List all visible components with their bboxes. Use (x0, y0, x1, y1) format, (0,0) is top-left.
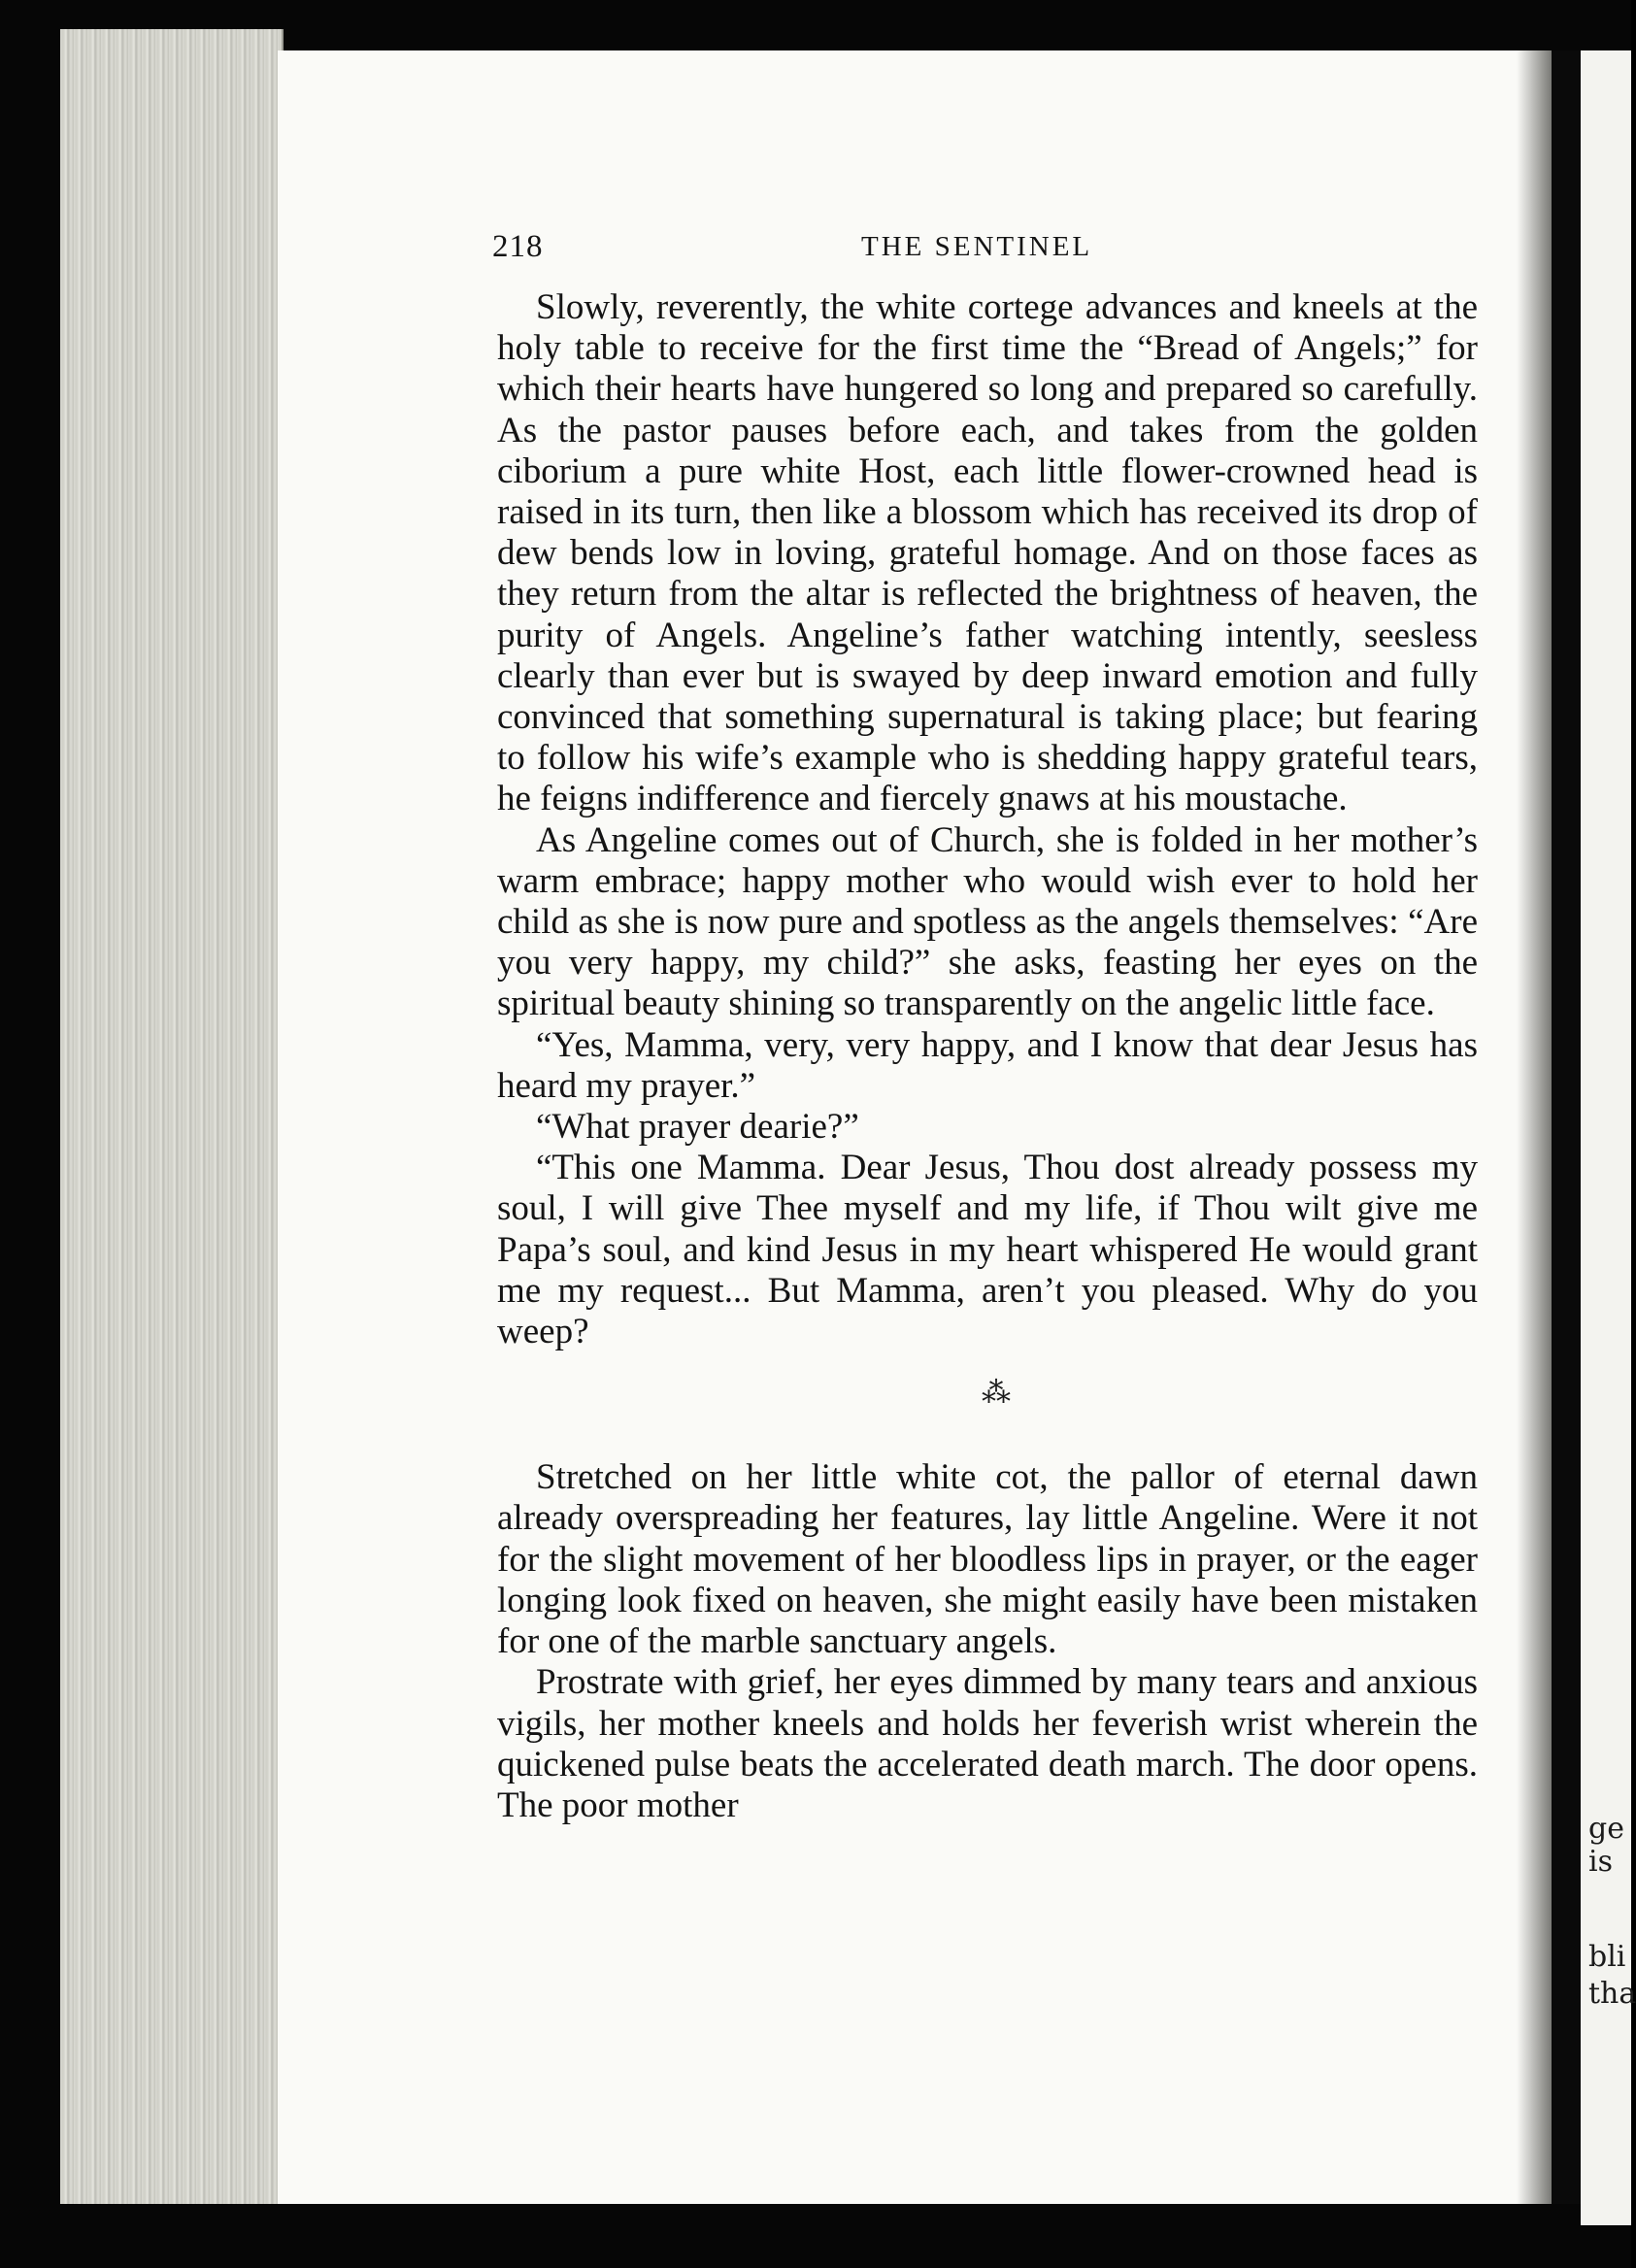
page-number: 218 (492, 229, 544, 264)
paragraph: “This one Mamma. Dear Jesus, Thou dost already possess my soul, I will give Thee myself and my life, if Thou wilt give me Papa’s soul, and kind Jesus in my heart whispered He would grant me my request... But Mamma, aren’t you pleased. Why do you weep? (497, 1148, 1478, 1352)
asterism-icon: ⁂ (982, 1376, 1013, 1411)
body-text (497, 287, 1478, 1826)
book-spine (1552, 50, 1581, 2204)
facing-page-fragment: ge (1588, 1812, 1624, 1846)
paragraph: “Yes, Mamma, very, very happy, and I know that dear Jesus has heard my prayer.” (497, 1024, 1478, 1106)
paragraph: Stretched on her little white cot, the pallor of eternal dawn already overspreading her features, lay little Angeline. Were it not for the slight movement of her bloodless lips in prayer, or the eager longing look fixed on heaven, she might easily have been mistaken for one of the marble sanctuary angels. (497, 1457, 1478, 1662)
running-title: THE SENTINEL (861, 231, 1093, 262)
facing-page-edge (1581, 50, 1636, 2225)
paragraph: Slowly, reverently, the white cortege advances and kneels at the holy table to receive for the first time the “Bread of Angels;” for which their hearts have hungered so long and prepared so carefully. As the pastor pauses before each, and takes from the golden ciborium a pure white Host, each little flower-crowned head is raised in its turn, then like a blossom which has received its drop of dew bends low in loving, grateful homage. And on those faces as they return from the altar is reflected the brightness of heaven, the purity of Angels. Angeline’s father watching intently, seesless clearly than ever but is swayed by deep inward emotion and fully convinced that something supernatural is taking place; but fearing to follow his wife’s example who is shedding happy grateful tears, he feigns indifference and fiercely gnaws at his moustache. (497, 287, 1478, 819)
spacer (497, 1434, 1478, 1457)
paragraph: Prostrate with grief, her eyes dimmed by many tears and anxious vigils, her mother kneels and holds her feverish wrist wherein the quickened pulse beats the accelerated death march. The door opens. The poor mother (497, 1662, 1478, 1825)
page-edges (60, 29, 284, 2204)
facing-page-fragment: bli (1588, 1940, 1626, 1974)
paragraph: “What prayer dearie?” (536, 1107, 859, 1148)
facing-page-fragment: is (1588, 1845, 1613, 1879)
paragraph: As Angeline comes out of Church, she is folded in her mother’s warm embrace; happy mother who would wish ever to hold her child as she is now pure and spotless as the angels themselves: “Are you very happy, my child?” she asks, feasting her eyes on the spiritual beauty shining so transparently on the angelic little face. (497, 819, 1478, 1024)
running-head (492, 229, 1502, 272)
facing-page-fragment: tha (1588, 1977, 1636, 2011)
section-break (497, 1352, 1478, 1434)
